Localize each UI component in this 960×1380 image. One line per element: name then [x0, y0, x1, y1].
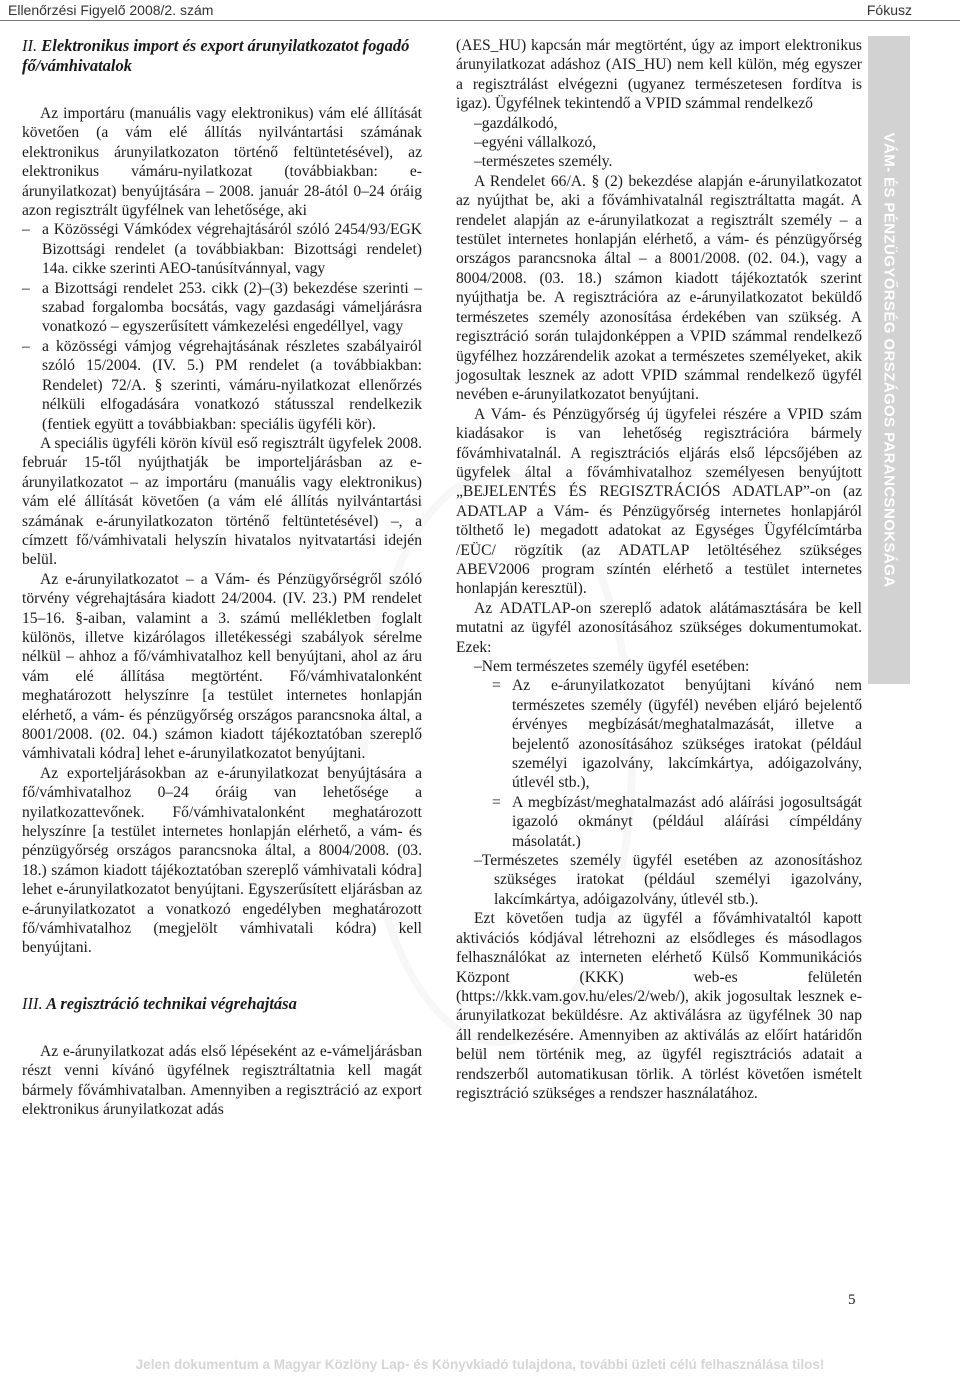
paragraph: A speciális ügyféli körön kívül eső regisztrált ügyfelek 2008. február 15-től nyújthatják be importeljárásban az e-árunyilatkozatot – az importáru (manuális vagy elektronikus) vám elé állítását követően (a vám elé állítás nyilvántartási számának e-árunyilatkozaton történő feltüntetésével) –, a címzett fő/vámhivatali helyszín hivatalos nyitvatartási idején belül.	[22, 434, 422, 569]
paragraph: (AES_HU) kapcsán már megtörtént, úgy az import elektronikus árunyilatkozat adáshoz (AIS_HU) nem kell külön, még egyszer a regisztrálást elvégezni (ugyanez természetesen fordítva is igaz). Ügyfélnek tekintendő a VPID számmal rendelkező	[456, 37, 862, 113]
equals-item: = Az e-árunyilatkozatot benyújtani kívánó nem természetes személy (ügyfél) nevében eljáró bejelentő érvényes megbízását/meghatalmazását, illetve a bejelentő azonosításához szükséges iratokat (például személyi igazolvány, lakcímkártya, adóigazolvány, útlevél stb.),	[492, 677, 862, 792]
sidebar-label: VÁM- ÉS PÉNZÜGYŐRSÉG ORSZÁGOS PARANCSNOKSÁGA	[880, 132, 898, 588]
dash-item: –egyéni vállalkozó,	[474, 134, 597, 152]
section-title: Elektronikus import és export árunyilatkozatot fogadó fő/vámhivatalok	[22, 36, 410, 75]
equals-item: = A megbízást/meghatalmazást adó aláírási jogosultságát igazoló okmányt (például aláírási címpéldány másolatát.)	[492, 793, 862, 850]
paragraph: A Rendelet 66/A. § (2) bekezdése alapján e-árunyilatkozatot az nyújthat be, aki a fővámhivatalnál regisztráltatta magát. A rendelet alapján az e-árunyilatkozat a regisztrált személy – a testület internetes honlapján elérhető, a vám- és pénzügyőrség országos parancsnoka által – a 8001/2008. (02. 04.), vagy a 8004/2008. (03. 18.) számon kiadott tájékoztatók szerint nyújthatja be. A regisztrációra az e-árunyilatkozatot beküldő természetes személy azonosítása érdekében van szükség. A regisztráció során tulajdonképpen a VPID számmal rendelkező ügyfélhez hozzárendelik azokat a természetes személyeket, akik jogosultak lesznek az adott VPID számmal rendelkező ügyfél nevében e-árunyilatkozatot benyújtani.	[456, 172, 862, 404]
dash-item: – a közösségi vámjog végrehajtásának részletes szabályairól szóló 15/2004. (IV. 5.) PM rendelet (a továbbiakban: Rendelet) 72/A. § szerinti, vámáru-nyilatkozat ellenőrzés nélküli elfogadására vonatkozó státusszal rendelkezik (fentiek együtt a továbbiakban: speciális ügyféli kör).	[22, 337, 422, 433]
header-rule	[0, 20, 960, 21]
paragraph: Az e-árunyilatkozatot – a Vám- és Pénzügyőrségről szóló törvény végrehajtására kiadott 24/2004. (IV. 23.) PM rendelet 15–16. §-aiban, valamint a 3. számú mellékletben foglalt különös, illetve kizárólagos illetékességi szabályok sérelme nélkül – ahhoz a fő/vámhivatalhoz kell benyújtani, ahol az áru vám elé állítása megtörtént. Fő/vámhivatalonként meghatározott helyszínre [a testület internetes honlapján elérhető, a vám- és pénzügyőrség országos parancsnoka által, a 8001/2008. (02. 04.) számon kiadott tájékoztatóban szereplő vámhivatali kódra] lehet e-árunyilatkozatot benyújtani.	[22, 570, 422, 763]
right-column	[456, 36, 862, 1103]
copyright-footer: Jelen dokumentum a Magyar Közlöny Lap- és Könyvkiadó tulajdona, további üzleti célú felhasználása tilos!	[135, 1357, 825, 1372]
paragraph: Az importáru (manuális vagy elektronikus) vám elé állítását követően (a vám elé állítás nyilvántartási számának elektronikus árunyilatkozaton történő feltüntetésével), az elektronikus vámáru-nyilatkozat (továbbiakban: e-árunyilatkozat) benyújtására – 2008. január 28-ától 0–24 óráig azon regisztrált ügyfélnek van lehetősége, aki	[22, 105, 422, 220]
running-header	[0, 0, 960, 20]
paragraph: Az ADATLAP-on szereplő adatok alátámasztására be kell mutatni az ügyfél azonosításához szükséges dokumentumokat. Ezek:	[456, 599, 862, 656]
left-column	[22, 36, 422, 1120]
dash-item: –Természetes személy ügyfél esetében az azonosításhoz szükséges iratokat (például személyi igazolvány, lakcímkártya, adóigazolvány, útlevél stb.).	[474, 852, 862, 908]
paragraph: Az e-árunyilatkozat adás első lépéseként az e-vámeljárásban részt venni kívánó ügyfélnek regisztráltatnia kell magát bármely fővámhivatalban. Amennyiben a regisztráció az export elektronikus árunyilatkozat adás	[22, 1042, 422, 1119]
section-name: Fókusz	[866, 2, 912, 18]
page-number: 5	[848, 1292, 856, 1308]
sidebar-banner	[868, 36, 910, 684]
dash-item: – a Bizottsági rendelet 253. cikk (2)–(3) bekezdése szerinti – szabad forgalomba bocsátás, vagy gazdasági vámeljárásra vonatkozó – egyszerűsített vámkezelési engedéllyel, vagy	[22, 279, 422, 336]
paragraph: Ezt követően tudja az ügyfél a fővámhivataltól kapott aktivációs kódjával létrehozni az elsődleges és másodlagos felhasználókat az interneten elérhető Külső Kommunikációs Központ (KKK) web-es felületén (https://kkk.vam.gov.hu/eles/2/web/), akik jogosultak lesznek e-árunyilatkozat beküldésre. Az aktiválásra az ügyfélnek 30 nap áll rendelkezésére. Amennyiben az aktiválás az előírt határidőn belül nem történik meg, az ügyfél regisztrációs adatait a rendszerből automatikusan törlik. A törlést követően ismételt regisztráció szükséges a rendszer használatához.	[456, 910, 862, 1102]
dash-item: –természetes személy.	[474, 153, 613, 171]
section-title: A regisztráció technikai végrehajtása	[46, 993, 297, 1013]
section-heading-2	[22, 36, 422, 76]
paragraph: A Vám- és Pénzügyőrség új ügyfelei részére a VPID szám kiadásakor is van lehetőség regisztrációra bármely fővámhivatalnál. A regisztrációs eljárás első lépcsőjében az ügyfelek által a fővámhivatalhoz személyesen benyújtott „BEJELENTÉS ÉS REGISZTRÁCIÓS ADATLAP”-on (az ADATLAP a Vám- és Pénzügyőrség internetes honlapjáról tölthető le) megadott adatokat az Egységes Ügyfélcímtárba /EÜC/ rögzítik (az ADATLAP letöltéséhez szükséges ABEV2006 program színtén elérhető a testület internetes honlapján keresztül).	[456, 405, 862, 598]
dash-item: – a Közösségi Vámkódex végrehajtásáról szóló 2454/93/EGK Bizottsági rendelet (a továbbiakban: Bizottsági rendelet) 14a. cikke szerinti AEO-tanúsítvánnyal, vagy	[22, 221, 422, 278]
section-number: II.	[22, 36, 38, 55]
section-number: III.	[22, 993, 43, 1013]
dash-item: –Nem természetes személy ügyfél esetében:	[474, 658, 750, 675]
journal-title: Ellenőrzési Figyelő 2008/2. szám	[8, 2, 214, 18]
paragraph: Az exporteljárásokban az e-árunyilatkozat benyújtására a fő/vámhivatalhoz 0–24 óráig van lehetősége a nyilatkozattevőnek. Fő/vámhivatalonként meghatározott helyszínre [a testület internetes honlapján elérhető, a vám- és pénzügyőrség országos parancsnoka által, a 8004/2008. (03. 18.) számon kiadott tájékoztatóban szereplő vámhivatali kódra] lehet e-árunyilatkozatot benyújtani. Egyszerűsített eljárásban az e-árunyilatkozatot a vonatkozó engedélyben meghatározott fő/vámhivatalhoz (megjelölt vámhivatali kódra) kell benyújtani.	[22, 764, 422, 957]
section-heading-3	[22, 994, 422, 1014]
dash-item: –gazdálkodó,	[474, 114, 558, 132]
